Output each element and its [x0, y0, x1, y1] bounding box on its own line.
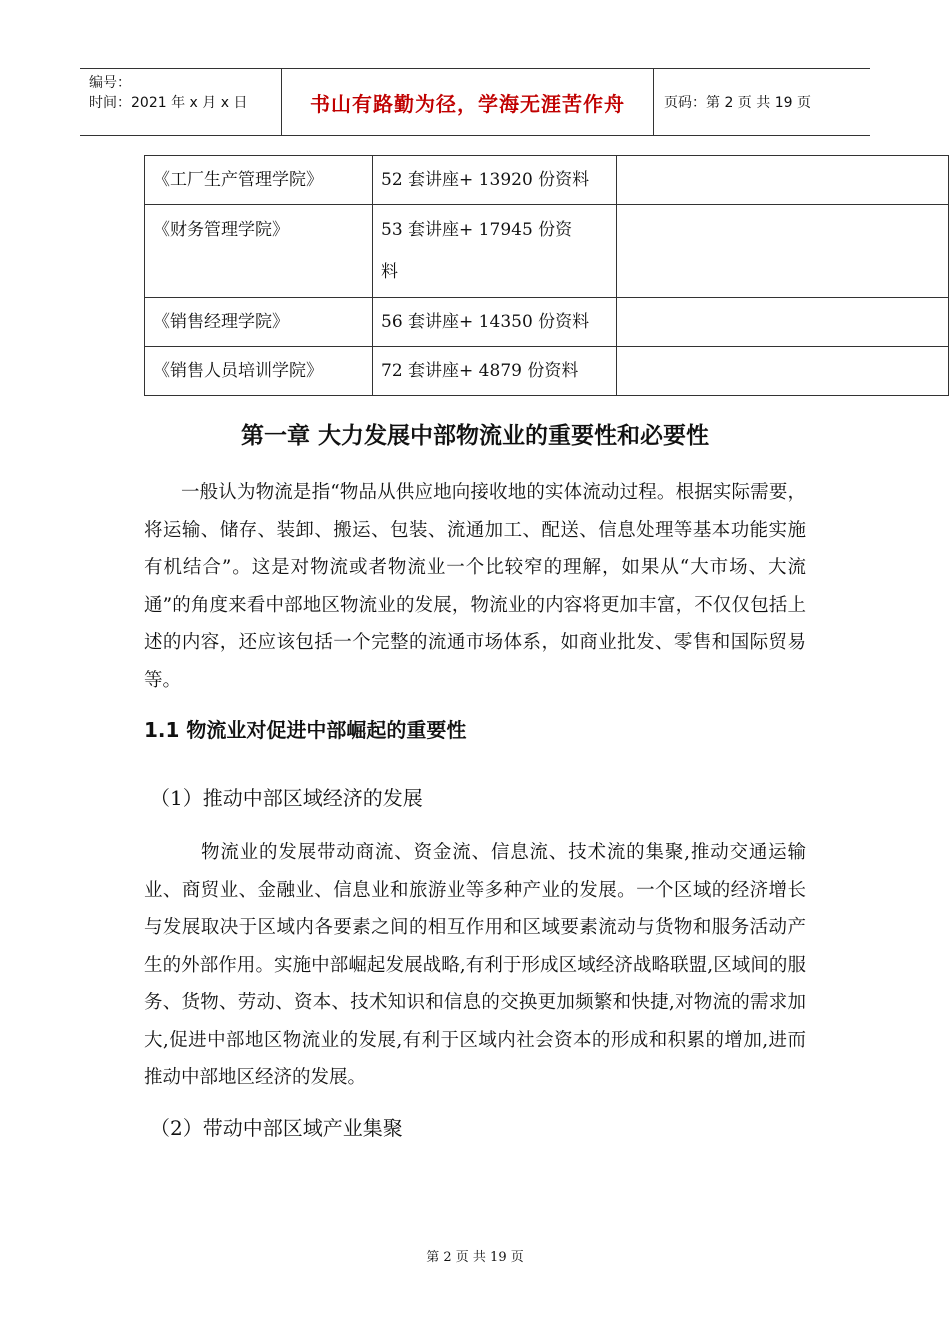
header-meta: [80, 69, 282, 135]
table-cell-content: 53 套讲座+ 17945 份资 料: [373, 205, 617, 298]
table-row: [145, 205, 949, 298]
number-label: 编号：: [89, 75, 131, 91]
table-cell-extra: [617, 205, 949, 298]
table-cell-name: 《工厂生产管理学院》: [145, 156, 373, 205]
subsection-title: （2）带动中部区域产业集聚: [150, 1116, 403, 1140]
document-header: [80, 68, 870, 136]
header-motto-cell: [282, 69, 654, 135]
subsection-paragraph: 物流业的发展带动商流、资金流、信息流、技术流的集聚,推动交通运输业、商贸业、金融业、信息业和旅游业等多种产业的发展。一个区域的经济增长与发展取决于区域内各要素之间的相互作用和区域要素流动与货物和服务活动产生的外部作用。实施中部崛起发展战略,有利于形成区域经济战略联盟,区域间的服务、货物、劳动、资本、技术知识和信息的交换更加频繁和快捷,对物流的需求加大,促进中部地区物流业的发展,有利于区域内社会资本的形成和积累的增加,进而推动中部地区经济的发展。: [144, 842, 806, 1088]
page-footer: 第 2 页 共 19 页: [426, 1250, 524, 1265]
table-cell-extra: [617, 156, 949, 205]
motto: 书山有路勤为径，学海无涯苦作舟: [310, 91, 625, 116]
table-row: [145, 347, 949, 396]
table-cell-content: 56 套讲座+ 14350 份资料: [373, 298, 617, 347]
table-cell-content: 52 套讲座+ 13920 份资料: [373, 156, 617, 205]
section-title: 1.1 物流业对促进中部崛起的重要性: [144, 718, 467, 742]
intro-paragraph: 一般认为物流是指“物品从供应地向接收地的实体流动过程。根据实际需要，将运输、储存、装卸、搬运、包装、流通加工、配送、信息处理等基本功能实施有机结合”。这是对物流或者物流业一个比较窄的理解，如果从“大市场、大流通”的角度来看中部地区物流业的发展，物流业的内容将更加丰富，不仅仅包括上述的内容，还应该包括一个完整的流通市场体系，如商业批发、零售和国际贸易等。: [144, 482, 806, 691]
table-cell-content: 72 套讲座+ 4879 份资料: [373, 347, 617, 396]
resource-table: [144, 155, 949, 396]
page-count: 页码：第 2 页 共 19 页: [664, 95, 811, 111]
table-cell-extra: [617, 298, 949, 347]
table-row: [145, 298, 949, 347]
subsection-title: （1）推动中部区域经济的发展: [150, 786, 423, 810]
chapter-title: 第一章 大力发展中部物流业的重要性和必要性: [240, 423, 709, 449]
table-row: [145, 156, 949, 205]
table-cell-name: 《销售人员培训学院》: [145, 347, 373, 396]
time-label: 时间：2021 年 x 月 x 日: [89, 95, 248, 111]
table-cell-name: 《销售经理学院》: [145, 298, 373, 347]
table-cell-name: 《财务管理学院》: [145, 205, 373, 298]
table-cell-extra: [617, 347, 949, 396]
header-page-cell: [654, 69, 870, 135]
